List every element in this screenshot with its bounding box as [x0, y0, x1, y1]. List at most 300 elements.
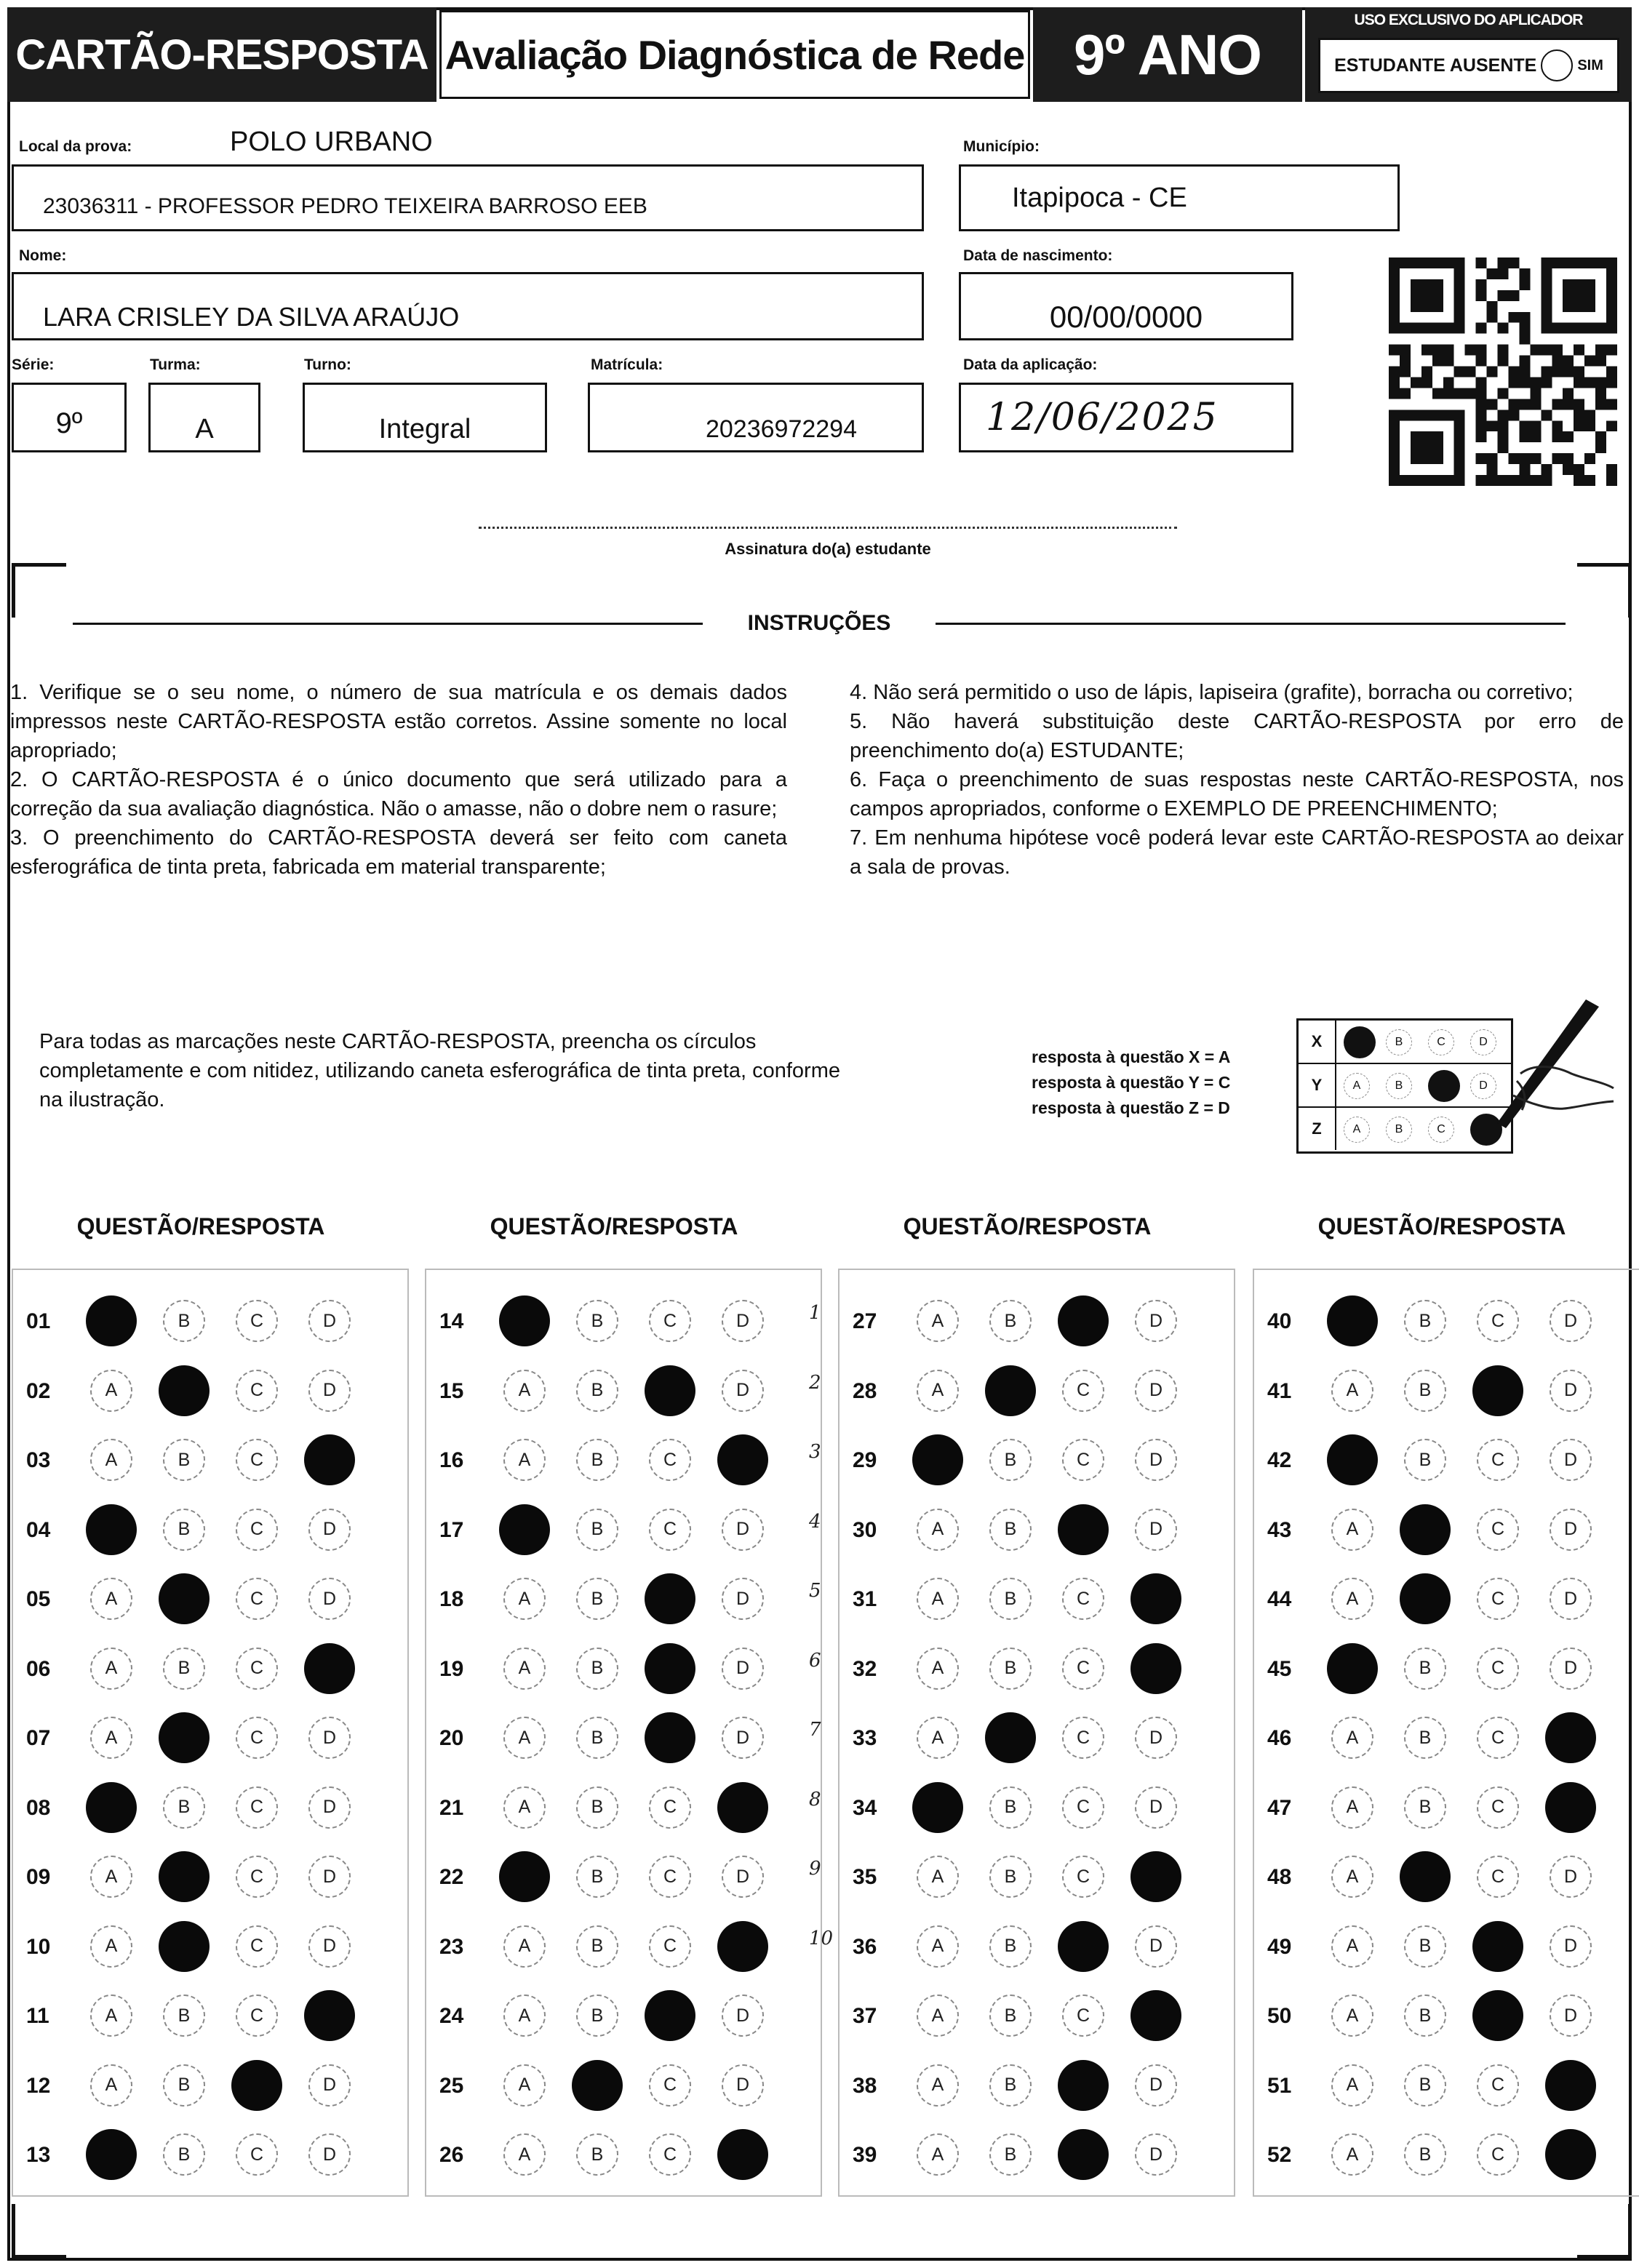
answer-bubble-b[interactable]: B: [576, 1648, 618, 1690]
answer-bubble-b[interactable]: B: [989, 1925, 1032, 1968]
example-option-b: B: [1386, 1029, 1412, 1055]
answer-bubble-d[interactable]: D: [308, 1578, 351, 1620]
answer-bubble-b[interactable]: B: [576, 1578, 618, 1620]
question-number: 14: [439, 1309, 464, 1333]
answer-bubble-b[interactable]: B: [576, 1300, 618, 1342]
answer-bubble-c[interactable]: C: [1062, 1648, 1104, 1690]
answer-bubble-b[interactable]: [159, 1712, 210, 1763]
school-field: [12, 164, 924, 231]
answer-bubble-a[interactable]: [1327, 1295, 1378, 1346]
answer-bubble-a[interactable]: [86, 1504, 137, 1555]
example-option-a: [1344, 1026, 1376, 1058]
answer-bubble-d[interactable]: D: [1550, 1925, 1592, 1968]
answer-bubble-d[interactable]: D: [1550, 1578, 1592, 1620]
answer-bubble-a[interactable]: [499, 1504, 550, 1555]
answer-bubble-d[interactable]: D: [1135, 1509, 1177, 1551]
answer-bubble-a[interactable]: A: [917, 1648, 959, 1690]
answer-row: [13, 1845, 407, 1910]
answer-bubble-b[interactable]: B: [1404, 1717, 1446, 1759]
margin-note: 10: [809, 1927, 834, 1949]
instructions-rule-right: [936, 623, 1566, 625]
answer-bubble-b[interactable]: B: [576, 1370, 618, 1412]
answer-bubble-a[interactable]: [499, 1851, 550, 1902]
answer-bubble-a[interactable]: A: [90, 1856, 132, 1898]
answer-bubble-a[interactable]: A: [1331, 1509, 1373, 1551]
answer-bubble-b[interactable]: B: [1404, 1439, 1446, 1481]
answer-bubble-a[interactable]: A: [90, 1578, 132, 1620]
nasc-label: Data de nascimento:: [963, 247, 1113, 264]
answer-bubble-c[interactable]: C: [236, 1717, 278, 1759]
answer-bubble-d[interactable]: D: [1135, 1786, 1177, 1829]
example-line: resposta à questão Y = C: [1032, 1073, 1231, 1092]
answer-bubble-c[interactable]: [645, 1990, 695, 2041]
answer-bubble-a[interactable]: A: [503, 1925, 546, 1968]
answer-bubble-b[interactable]: B: [1404, 2133, 1446, 2176]
answer-bubble-b[interactable]: B: [989, 1995, 1032, 2037]
answer-bubble-a[interactable]: A: [1331, 2133, 1373, 2176]
answer-bubble-c[interactable]: [231, 2060, 282, 2111]
answer-row: [840, 2053, 1234, 2119]
question-number: 01: [26, 1309, 51, 1333]
answer-row: [426, 1914, 821, 1980]
answer-bubble-c[interactable]: C: [236, 1856, 278, 1898]
answer-bubble-c[interactable]: C: [1477, 2064, 1519, 2107]
answer-bubble-d[interactable]: D: [722, 1856, 764, 1898]
question-number: 05: [26, 1587, 51, 1611]
answer-bubble-c[interactable]: [1058, 2129, 1109, 2180]
answer-bubble-d[interactable]: [304, 1990, 355, 2041]
answer-bubble-c[interactable]: C: [1477, 1648, 1519, 1690]
answer-bubble-d[interactable]: [1545, 2060, 1596, 2111]
answer-bubble-c[interactable]: [1058, 1295, 1109, 1346]
answer-bubble-d[interactable]: D: [722, 1995, 764, 2037]
answer-bubble-c[interactable]: C: [1477, 1856, 1519, 1898]
answer-bubble-b[interactable]: [985, 1365, 1036, 1416]
answer-bubble-b[interactable]: B: [989, 2064, 1032, 2107]
answer-bubble-b[interactable]: B: [576, 1439, 618, 1481]
answer-bubble-a[interactable]: [1327, 1643, 1378, 1694]
answer-bubble-c[interactable]: C: [1477, 1509, 1519, 1551]
answer-bubble-d[interactable]: [304, 1434, 355, 1485]
answer-bubble-d[interactable]: D: [1550, 1370, 1592, 1412]
answer-bubble-c[interactable]: C: [1062, 1370, 1104, 1412]
answer-bubble-a[interactable]: [86, 1782, 137, 1833]
applicator-title: USO EXCLUSIVO DO APLICADOR: [1354, 12, 1583, 28]
answer-bubble-d[interactable]: [717, 1921, 768, 1972]
answer-bubble-b[interactable]: B: [576, 1995, 618, 2037]
answer-bubble-b[interactable]: [985, 1712, 1036, 1763]
answer-bubble-b[interactable]: [159, 1921, 210, 1972]
answer-bubble-b[interactable]: B: [163, 1300, 205, 1342]
answer-bubble-c[interactable]: C: [649, 1925, 691, 1968]
question-number: 08: [26, 1795, 51, 1820]
answer-bubble-c[interactable]: C: [1062, 1786, 1104, 1829]
answer-bubble-d[interactable]: D: [1550, 1648, 1592, 1690]
answer-bubble-b[interactable]: B: [1404, 2064, 1446, 2107]
answer-bubble-b[interactable]: B: [989, 1648, 1032, 1690]
answer-row: [840, 1914, 1234, 1980]
answer-row: [1254, 1914, 1639, 1980]
question-number: 19: [439, 1656, 464, 1681]
answer-bubble-c[interactable]: C: [1062, 1995, 1104, 2037]
turma-value: A: [195, 413, 214, 444]
answers-column-title: QUESTÃO/RESPOSTA: [490, 1213, 738, 1239]
answer-row: [13, 1914, 407, 1980]
answer-bubble-b[interactable]: B: [576, 1856, 618, 1898]
answer-bubble-b[interactable]: B: [163, 1995, 205, 2037]
answer-bubble-a[interactable]: A: [90, 1370, 132, 1412]
answer-bubble-a[interactable]: A: [90, 1717, 132, 1759]
question-number: 16: [439, 1448, 464, 1472]
answer-bubble-a[interactable]: A: [917, 1578, 959, 1620]
answer-bubble-c[interactable]: C: [236, 1925, 278, 1968]
question-number: 38: [853, 2073, 877, 2098]
answer-row: [13, 1706, 407, 1771]
question-number: 47: [1267, 1795, 1292, 1820]
answer-bubble-d[interactable]: D: [722, 2064, 764, 2107]
municipio-field: [959, 164, 1400, 231]
question-number: 32: [853, 1656, 877, 1681]
answer-bubble-c[interactable]: C: [236, 1995, 278, 2037]
margin-note: 6: [809, 1649, 821, 1672]
answer-bubble-c[interactable]: C: [1477, 1439, 1519, 1481]
answer-bubble-b[interactable]: B: [1404, 1925, 1446, 1968]
answer-bubble-c[interactable]: C: [236, 1509, 278, 1551]
answer-bubble-b[interactable]: B: [989, 1856, 1032, 1898]
answer-bubble-d[interactable]: D: [308, 1370, 351, 1412]
instruction-item: 4. Não será permitido o uso de lápis, lapiseira (grafite), borracha ou corretivo;: [850, 681, 1574, 704]
answer-bubble-b[interactable]: B: [989, 1300, 1032, 1342]
answer-bubble-d[interactable]: [1545, 1782, 1596, 1833]
answer-bubble-c[interactable]: C: [649, 2064, 691, 2107]
answer-bubble-d[interactable]: D: [1135, 2064, 1177, 2107]
answer-bubble-c[interactable]: C: [1062, 1578, 1104, 1620]
question-number: 24: [439, 2004, 464, 2028]
answer-row: [426, 1776, 821, 1841]
answer-bubble-d[interactable]: D: [722, 1717, 764, 1759]
answer-bubble-a[interactable]: [1327, 1434, 1378, 1485]
answer-bubble-b[interactable]: B: [1404, 1300, 1446, 1342]
answer-bubble-b[interactable]: B: [989, 1578, 1032, 1620]
answer-bubble-b[interactable]: [1400, 1851, 1451, 1902]
margin-note: 4: [809, 1510, 821, 1533]
answer-bubble-a[interactable]: A: [917, 1856, 959, 1898]
nome-label: Nome:: [19, 247, 67, 264]
answer-bubble-a[interactable]: A: [90, 2064, 132, 2107]
corner-mark-tl: [12, 563, 66, 618]
question-number: 34: [853, 1795, 877, 1820]
answer-row: [1254, 1428, 1639, 1493]
instructions-rule-left: [73, 623, 703, 625]
aplicacao-field[interactable]: [959, 383, 1293, 452]
answer-bubble-b[interactable]: B: [1404, 1995, 1446, 2037]
answer-bubble-a[interactable]: A: [1331, 2064, 1373, 2107]
answer-bubble-c[interactable]: [645, 1712, 695, 1763]
answer-bubble-a[interactable]: A: [917, 1925, 959, 1968]
answer-bubble-c[interactable]: [645, 1573, 695, 1624]
answer-bubble-c[interactable]: C: [236, 1578, 278, 1620]
answer-bubble-d[interactable]: [1130, 1990, 1181, 2041]
question-number: 23: [439, 1934, 464, 1959]
answer-bubble-c[interactable]: C: [1062, 1439, 1104, 1481]
answer-bubble-a[interactable]: A: [917, 1370, 959, 1412]
answer-bubble-d[interactable]: D: [1135, 1300, 1177, 1342]
answer-bubble-a[interactable]: [912, 1434, 963, 1485]
answer-bubble-c[interactable]: C: [236, 1786, 278, 1829]
answer-bubble-d[interactable]: D: [1550, 1856, 1592, 1898]
answer-bubble-b[interactable]: B: [989, 2133, 1032, 2176]
answer-row: [426, 1984, 821, 2049]
example-question: Z: [1299, 1108, 1336, 1150]
answer-bubble-a[interactable]: A: [917, 1509, 959, 1551]
answer-bubble-a[interactable]: A: [1331, 1786, 1373, 1829]
answer-bubble-d[interactable]: D: [722, 1370, 764, 1412]
nasc-field: [959, 272, 1293, 340]
answer-row: [1254, 1776, 1639, 1841]
answer-bubble-a[interactable]: A: [503, 1717, 546, 1759]
answer-bubble-d[interactable]: D: [308, 1786, 351, 1829]
answer-bubble-a[interactable]: [912, 1782, 963, 1833]
answer-row: [840, 1498, 1234, 1563]
answer-bubble-c[interactable]: [1058, 1921, 1109, 1972]
answer-bubble-c[interactable]: C: [236, 2133, 278, 2176]
answer-bubble-c[interactable]: C: [236, 1648, 278, 1690]
answer-bubble-b[interactable]: [159, 1573, 210, 1624]
qr-code-icon: [1388, 257, 1618, 486]
grade-label: 9º ANO: [1033, 7, 1302, 102]
answer-bubble-a[interactable]: A: [917, 2133, 959, 2176]
answer-bubble-b[interactable]: B: [163, 2133, 205, 2176]
exam-title: Avaliação Diagnóstica de Rede: [439, 10, 1030, 99]
answer-bubble-b[interactable]: [572, 2060, 623, 2111]
answers-column-title: QUESTÃO/RESPOSTA: [76, 1213, 325, 1239]
answer-bubble-a[interactable]: A: [1331, 1578, 1373, 1620]
question-number: 37: [853, 2004, 877, 2028]
answer-bubble-c[interactable]: C: [1477, 1786, 1519, 1829]
instruction-item: 3. O preenchimento do CARTÃO-RESPOSTA deverá ser feito com caneta esferográfica de tinta preta, fabricada em material transparente;: [10, 826, 787, 879]
answer-row: [840, 1984, 1234, 2049]
answer-bubble-c[interactable]: [1058, 1504, 1109, 1555]
answer-row: [1254, 2123, 1639, 2188]
answer-bubble-b[interactable]: [1400, 1573, 1451, 1624]
answer-bubble-c[interactable]: C: [236, 1439, 278, 1481]
answer-bubble-d[interactable]: D: [722, 1300, 764, 1342]
answer-bubble-b[interactable]: B: [163, 1509, 205, 1551]
answer-bubble-a[interactable]: [86, 1295, 137, 1346]
answer-row: [1254, 1289, 1639, 1354]
answer-bubble-a[interactable]: A: [503, 1578, 546, 1620]
answer-bubble-a[interactable]: A: [503, 2133, 546, 2176]
answer-bubble-c[interactable]: [1058, 2060, 1109, 2111]
signature-line[interactable]: [479, 527, 1177, 529]
answer-row: [840, 1359, 1234, 1424]
instructions-title: INSTRUÇÕES: [747, 611, 891, 635]
answer-bubble-d[interactable]: D: [308, 1509, 351, 1551]
answer-bubble-d[interactable]: D: [1135, 1925, 1177, 1968]
answer-bubble-c[interactable]: C: [649, 2133, 691, 2176]
answer-bubble-c[interactable]: C: [1062, 1717, 1104, 1759]
hand-pen-icon: [1477, 994, 1615, 1139]
question-number: 33: [853, 1726, 877, 1750]
answer-bubble-d[interactable]: D: [1135, 1717, 1177, 1759]
answer-bubble-d[interactable]: D: [1550, 1509, 1592, 1551]
answer-bubble-d[interactable]: D: [1135, 1439, 1177, 1481]
answer-bubble-a[interactable]: A: [503, 1370, 546, 1412]
answer-bubble-d[interactable]: [717, 1434, 768, 1485]
answer-bubble-c[interactable]: [1472, 1921, 1523, 1972]
answer-row: [1254, 1984, 1639, 2049]
answer-bubble-c[interactable]: C: [1477, 1300, 1519, 1342]
answer-bubble-c[interactable]: C: [649, 1300, 691, 1342]
answer-bubble-b[interactable]: B: [989, 1439, 1032, 1481]
question-number: 27: [853, 1309, 877, 1333]
answer-bubble-c[interactable]: [1472, 1990, 1523, 2041]
answer-bubble-b[interactable]: B: [576, 2133, 618, 2176]
answer-bubble-a[interactable]: [499, 1295, 550, 1346]
answer-bubble-a[interactable]: A: [1331, 1856, 1373, 1898]
answer-bubble-d[interactable]: D: [308, 1925, 351, 1968]
answer-bubble-a[interactable]: A: [917, 2064, 959, 2107]
answer-bubble-d[interactable]: D: [722, 1578, 764, 1620]
answer-bubble-d[interactable]: D: [308, 1300, 351, 1342]
answer-bubble-a[interactable]: [86, 2129, 137, 2180]
answer-bubble-a[interactable]: A: [1331, 1995, 1373, 2037]
instruction-item: 7. Em nenhuma hipótese você poderá levar este CARTÃO-RESPOSTA ao deixar a sala de provas.: [850, 826, 1624, 879]
answer-bubble-d[interactable]: [717, 1782, 768, 1833]
margin-note: 1: [809, 1302, 821, 1324]
answer-bubble-c[interactable]: C: [649, 1509, 691, 1551]
answer-row: [1254, 1359, 1639, 1424]
answer-bubble-c[interactable]: C: [649, 1856, 691, 1898]
answer-bubble-b[interactable]: [159, 1365, 210, 1416]
question-number: 46: [1267, 1726, 1292, 1750]
question-number: 06: [26, 1656, 51, 1681]
answer-bubble-b[interactable]: B: [1404, 1786, 1446, 1829]
answer-bubble-b[interactable]: B: [576, 1717, 618, 1759]
answer-bubble-b[interactable]: B: [163, 2064, 205, 2107]
absent-checkbox[interactable]: [1541, 49, 1573, 81]
answer-row: [426, 1289, 821, 1354]
corner-mark-bl: [12, 2204, 66, 2259]
answer-bubble-b[interactable]: B: [989, 1509, 1032, 1551]
answers-column: [12, 1269, 409, 2197]
question-number: 10: [26, 1934, 51, 1959]
answer-bubble-c[interactable]: C: [1477, 1578, 1519, 1620]
answer-bubble-d[interactable]: D: [308, 1856, 351, 1898]
answer-bubble-c[interactable]: [1472, 1365, 1523, 1416]
answer-bubble-b[interactable]: B: [576, 1786, 618, 1829]
answer-bubble-b[interactable]: B: [163, 1648, 205, 1690]
answer-bubble-c[interactable]: C: [1477, 2133, 1519, 2176]
answer-bubble-d[interactable]: D: [308, 2064, 351, 2107]
answer-bubble-c[interactable]: C: [236, 1370, 278, 1412]
turma-label: Turma:: [150, 356, 201, 373]
answer-row: [13, 1428, 407, 1493]
answer-bubble-b[interactable]: B: [1404, 1370, 1446, 1412]
answer-bubble-c[interactable]: C: [1062, 1856, 1104, 1898]
answer-bubble-d[interactable]: [1130, 1573, 1181, 1624]
answer-bubble-a[interactable]: A: [503, 1995, 546, 2037]
answer-bubble-b[interactable]: [159, 1851, 210, 1902]
question-number: 15: [439, 1378, 464, 1403]
answer-bubble-a[interactable]: A: [90, 1439, 132, 1481]
answer-row: [840, 1706, 1234, 1771]
answer-bubble-a[interactable]: A: [917, 1717, 959, 1759]
answer-bubble-d[interactable]: D: [308, 2133, 351, 2176]
question-number: 07: [26, 1726, 51, 1750]
answer-bubble-a[interactable]: A: [90, 1925, 132, 1968]
answer-bubble-a[interactable]: A: [503, 1786, 546, 1829]
answer-bubble-a[interactable]: A: [503, 1648, 546, 1690]
answer-bubble-a[interactable]: A: [1331, 1717, 1373, 1759]
answer-bubble-d[interactable]: D: [1550, 1439, 1592, 1481]
answer-bubble-d[interactable]: D: [722, 1509, 764, 1551]
answer-bubble-d[interactable]: D: [722, 1648, 764, 1690]
question-number: 11: [26, 2004, 49, 2028]
answer-bubble-d[interactable]: [717, 2129, 768, 2180]
margin-note: 7: [809, 1719, 821, 1741]
answer-bubble-c[interactable]: [645, 1365, 695, 1416]
answer-bubble-b[interactable]: B: [163, 1439, 205, 1481]
sheet-title: CARTÃO-RESPOSTA: [7, 7, 436, 102]
answer-bubble-d[interactable]: [1130, 1851, 1181, 1902]
answer-bubble-a[interactable]: A: [1331, 1925, 1373, 1968]
question-number: 48: [1267, 1865, 1292, 1889]
answer-row: [1254, 1706, 1639, 1771]
question-number: 30: [853, 1517, 877, 1542]
answer-bubble-c[interactable]: C: [236, 1300, 278, 1342]
answer-row: [1254, 1498, 1639, 1563]
answer-bubble-d[interactable]: [1130, 1643, 1181, 1694]
answer-bubble-d[interactable]: [1545, 2129, 1596, 2180]
answer-bubble-a[interactable]: A: [503, 2064, 546, 2107]
answer-bubble-a[interactable]: A: [917, 1995, 959, 2037]
turno-label: Turno:: [304, 356, 351, 373]
answer-bubble-b[interactable]: B: [1404, 1648, 1446, 1690]
answer-bubble-a[interactable]: A: [90, 1648, 132, 1690]
answer-bubble-b[interactable]: B: [576, 1925, 618, 1968]
answer-bubble-d[interactable]: [304, 1643, 355, 1694]
answer-bubble-c[interactable]: C: [649, 1439, 691, 1481]
answer-row: [840, 1567, 1234, 1632]
instruction-item: 5. Não haverá substituição deste CARTÃO-RESPOSTA por erro de preenchimento do(a) ESTUDANTE;: [850, 710, 1624, 762]
question-number: 39: [853, 2143, 877, 2167]
answer-bubble-d[interactable]: D: [1135, 2133, 1177, 2176]
answer-bubble-b[interactable]: B: [989, 1786, 1032, 1829]
answer-bubble-a[interactable]: A: [917, 1300, 959, 1342]
answer-bubble-a[interactable]: A: [503, 1439, 546, 1481]
answer-row: [840, 1776, 1234, 1841]
matricula-label: Matrícula:: [591, 356, 663, 373]
answer-bubble-d[interactable]: [1545, 1712, 1596, 1763]
answer-bubble-c[interactable]: C: [649, 1786, 691, 1829]
answers-column-title: QUESTÃO/RESPOSTA: [903, 1213, 1152, 1239]
answer-bubble-d[interactable]: D: [308, 1717, 351, 1759]
answer-bubble-d[interactable]: D: [1550, 1995, 1592, 2037]
answer-bubble-d[interactable]: D: [1550, 1300, 1592, 1342]
answer-bubble-c[interactable]: [645, 1643, 695, 1694]
answer-row: [13, 1776, 407, 1841]
answer-bubble-a[interactable]: A: [1331, 1370, 1373, 1412]
answer-bubble-b[interactable]: B: [163, 1786, 205, 1829]
answer-bubble-b[interactable]: [1400, 1504, 1451, 1555]
answer-bubble-c[interactable]: C: [1477, 1717, 1519, 1759]
answer-row: [13, 2053, 407, 2119]
answer-bubble-a[interactable]: A: [90, 1995, 132, 2037]
answer-bubble-d[interactable]: D: [1135, 1370, 1177, 1412]
answer-bubble-b[interactable]: B: [576, 1509, 618, 1551]
margin-note: 2: [809, 1371, 821, 1394]
